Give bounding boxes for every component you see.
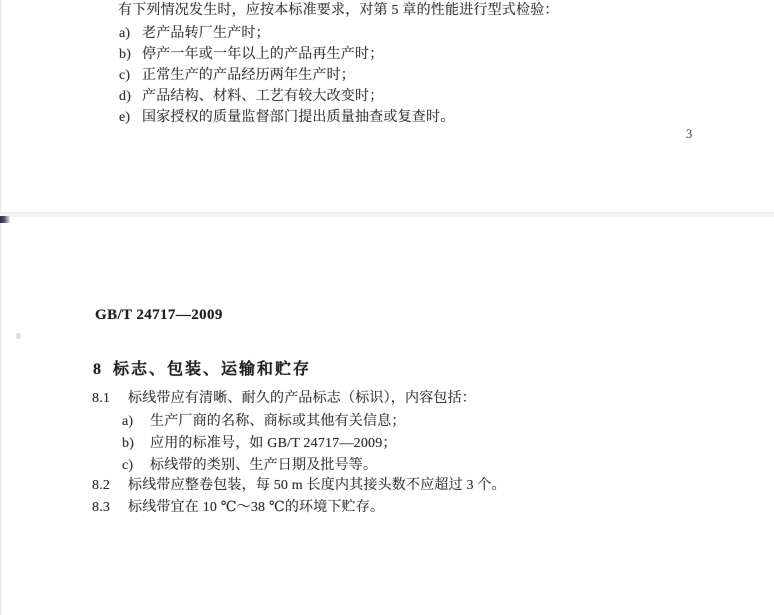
clause-number: 8.2 <box>92 478 111 493</box>
section-8-heading <box>93 356 311 379</box>
clause-8-1-item-c <box>122 458 377 474</box>
clause-8-3 <box>92 500 384 516</box>
list-item-label: e) <box>119 110 131 125</box>
clause-text: 标线带应有清晰、耐久的产品标志（标识），内容包括： <box>128 391 476 406</box>
list-item-label: d) <box>119 89 132 104</box>
list-item-a <box>119 26 270 42</box>
list-item-text: 老产品转厂生产时； <box>142 26 270 41</box>
list-item-label: b) <box>119 47 132 62</box>
clause-number: 8.1 <box>92 391 111 406</box>
clause-8-2 <box>92 478 506 494</box>
section-number: 8 <box>93 361 101 378</box>
list-item-label: a) <box>122 414 134 429</box>
list-item-label: b) <box>122 436 135 451</box>
list-item-label: c) <box>119 68 131 83</box>
standard-code-header: GB/T 24717—2009 <box>95 307 223 323</box>
type-test-intro-line: 有下列情况发生时，应按本标准要求，对第 5 章的性能进行型式检验： <box>118 3 559 18</box>
page-divider <box>0 212 774 217</box>
list-item-d <box>119 89 383 105</box>
list-item-text: 产品结构、材料、工艺有较大改变时； <box>142 89 384 104</box>
list-item-c <box>119 68 355 84</box>
list-item-label: c) <box>122 458 134 473</box>
list-item-e <box>119 110 454 126</box>
list-item-text: 应用的标准号，如 GB/T 24717—2009； <box>150 436 397 451</box>
clause-8-1-item-b <box>122 436 397 452</box>
clause-8-1-item-a <box>122 414 406 430</box>
page-number: 3 <box>686 127 693 141</box>
list-item-text: 标线带的类别、生产日期及批号等。 <box>150 458 378 473</box>
clause-text: 标线带应整卷包装，每 50 m 长度内其接头数不应超过 3 个。 <box>128 478 506 493</box>
list-item-text: 生产厂商的名称、商标或其他有关信息； <box>150 414 406 429</box>
list-item-b <box>119 47 383 63</box>
clause-number: 8.3 <box>92 500 111 515</box>
scan-smudge <box>16 333 21 339</box>
list-item-text: 停产一年或一年以上的产品再生产时； <box>142 47 384 62</box>
list-item-text: 国家授权的质量监督部门提出质量抽查或复查时。 <box>142 110 455 125</box>
clause-text: 标线带宜在 10 ℃～38 ℃的环境下贮存。 <box>128 500 385 515</box>
clause-8-1 <box>92 391 476 407</box>
list-item-label: a) <box>119 26 131 41</box>
scan-left-edge-line <box>0 0 2 615</box>
scan-artifact <box>0 216 10 223</box>
section-title: 标志、包装、运输和贮存 <box>113 361 312 378</box>
list-item-text: 正常生产的产品经历两年生产时； <box>142 68 355 83</box>
